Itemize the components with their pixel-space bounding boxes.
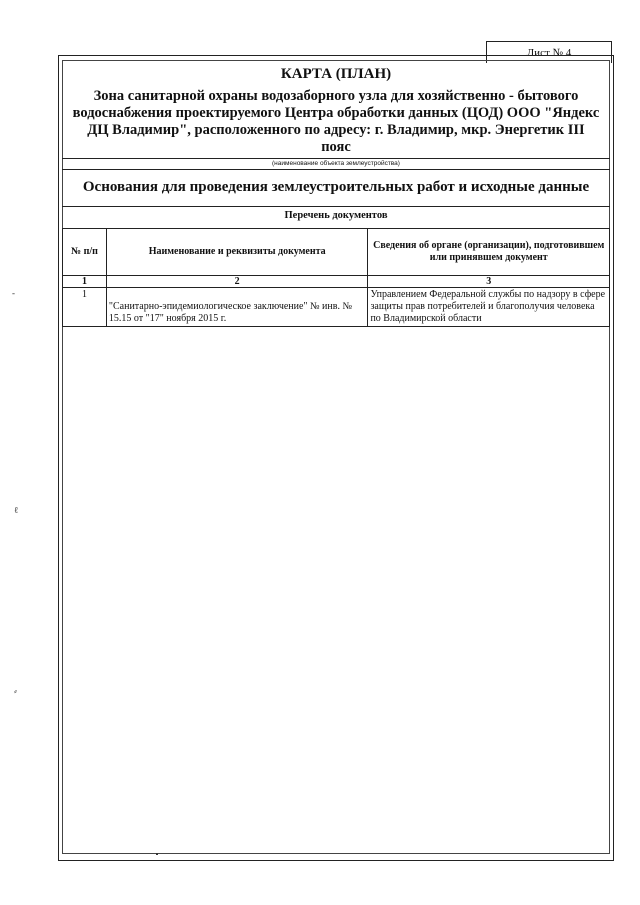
row-number: 1 [63,288,107,327]
scan-dot [156,853,158,855]
scan-mark: - [12,288,15,298]
table-header-row [63,229,610,276]
scan-mark: ⸗ [14,686,17,696]
section-title: Основания для проведения землеустроительных работ и исходные данные [82,179,590,195]
col-header-number: № п/п [63,229,107,276]
document-title: КАРТА (ПЛАН) [280,66,392,82]
documents-list-title: Перечень документов [284,210,388,221]
divider-object [62,158,610,159]
column-number: 3 [368,276,610,288]
divider-section [62,206,610,207]
documents-table [62,228,610,327]
divider-caption [62,169,610,170]
table-row [63,288,610,327]
column-number: 2 [106,276,368,288]
scan-mark: ℓ [14,505,19,515]
sheet-number-label: Лист № 4 [486,41,612,63]
issuing-authority: Управлением Федеральной службы по надзору в сфере защиты прав потребителей и благополучия человека по Владимирской области [368,288,610,327]
column-number-row [63,276,610,288]
col-header-authority: Сведения об органе (организации), подготовившем или принявшем документ [368,229,610,276]
column-number: 1 [63,276,107,288]
object-caption: (наименование объекта землеустройства) [272,160,400,167]
object-name: Зона санитарной охраны водозаборного узла для хозяйственно - бытового водоснабжения проектируемого Центра обработки данных (ЦОД) ООО "Яндекс ДЦ Владимир", расположенного по адресу: г. Владимир, мкр. Энергетик III пояс [72,88,600,155]
col-header-document: Наименование и реквизиты документа [106,229,368,276]
document-name: "Санитарно-эпидемиологическое заключение" № инв. № 15.15 от "17" ноября 2015 г. [106,288,368,327]
